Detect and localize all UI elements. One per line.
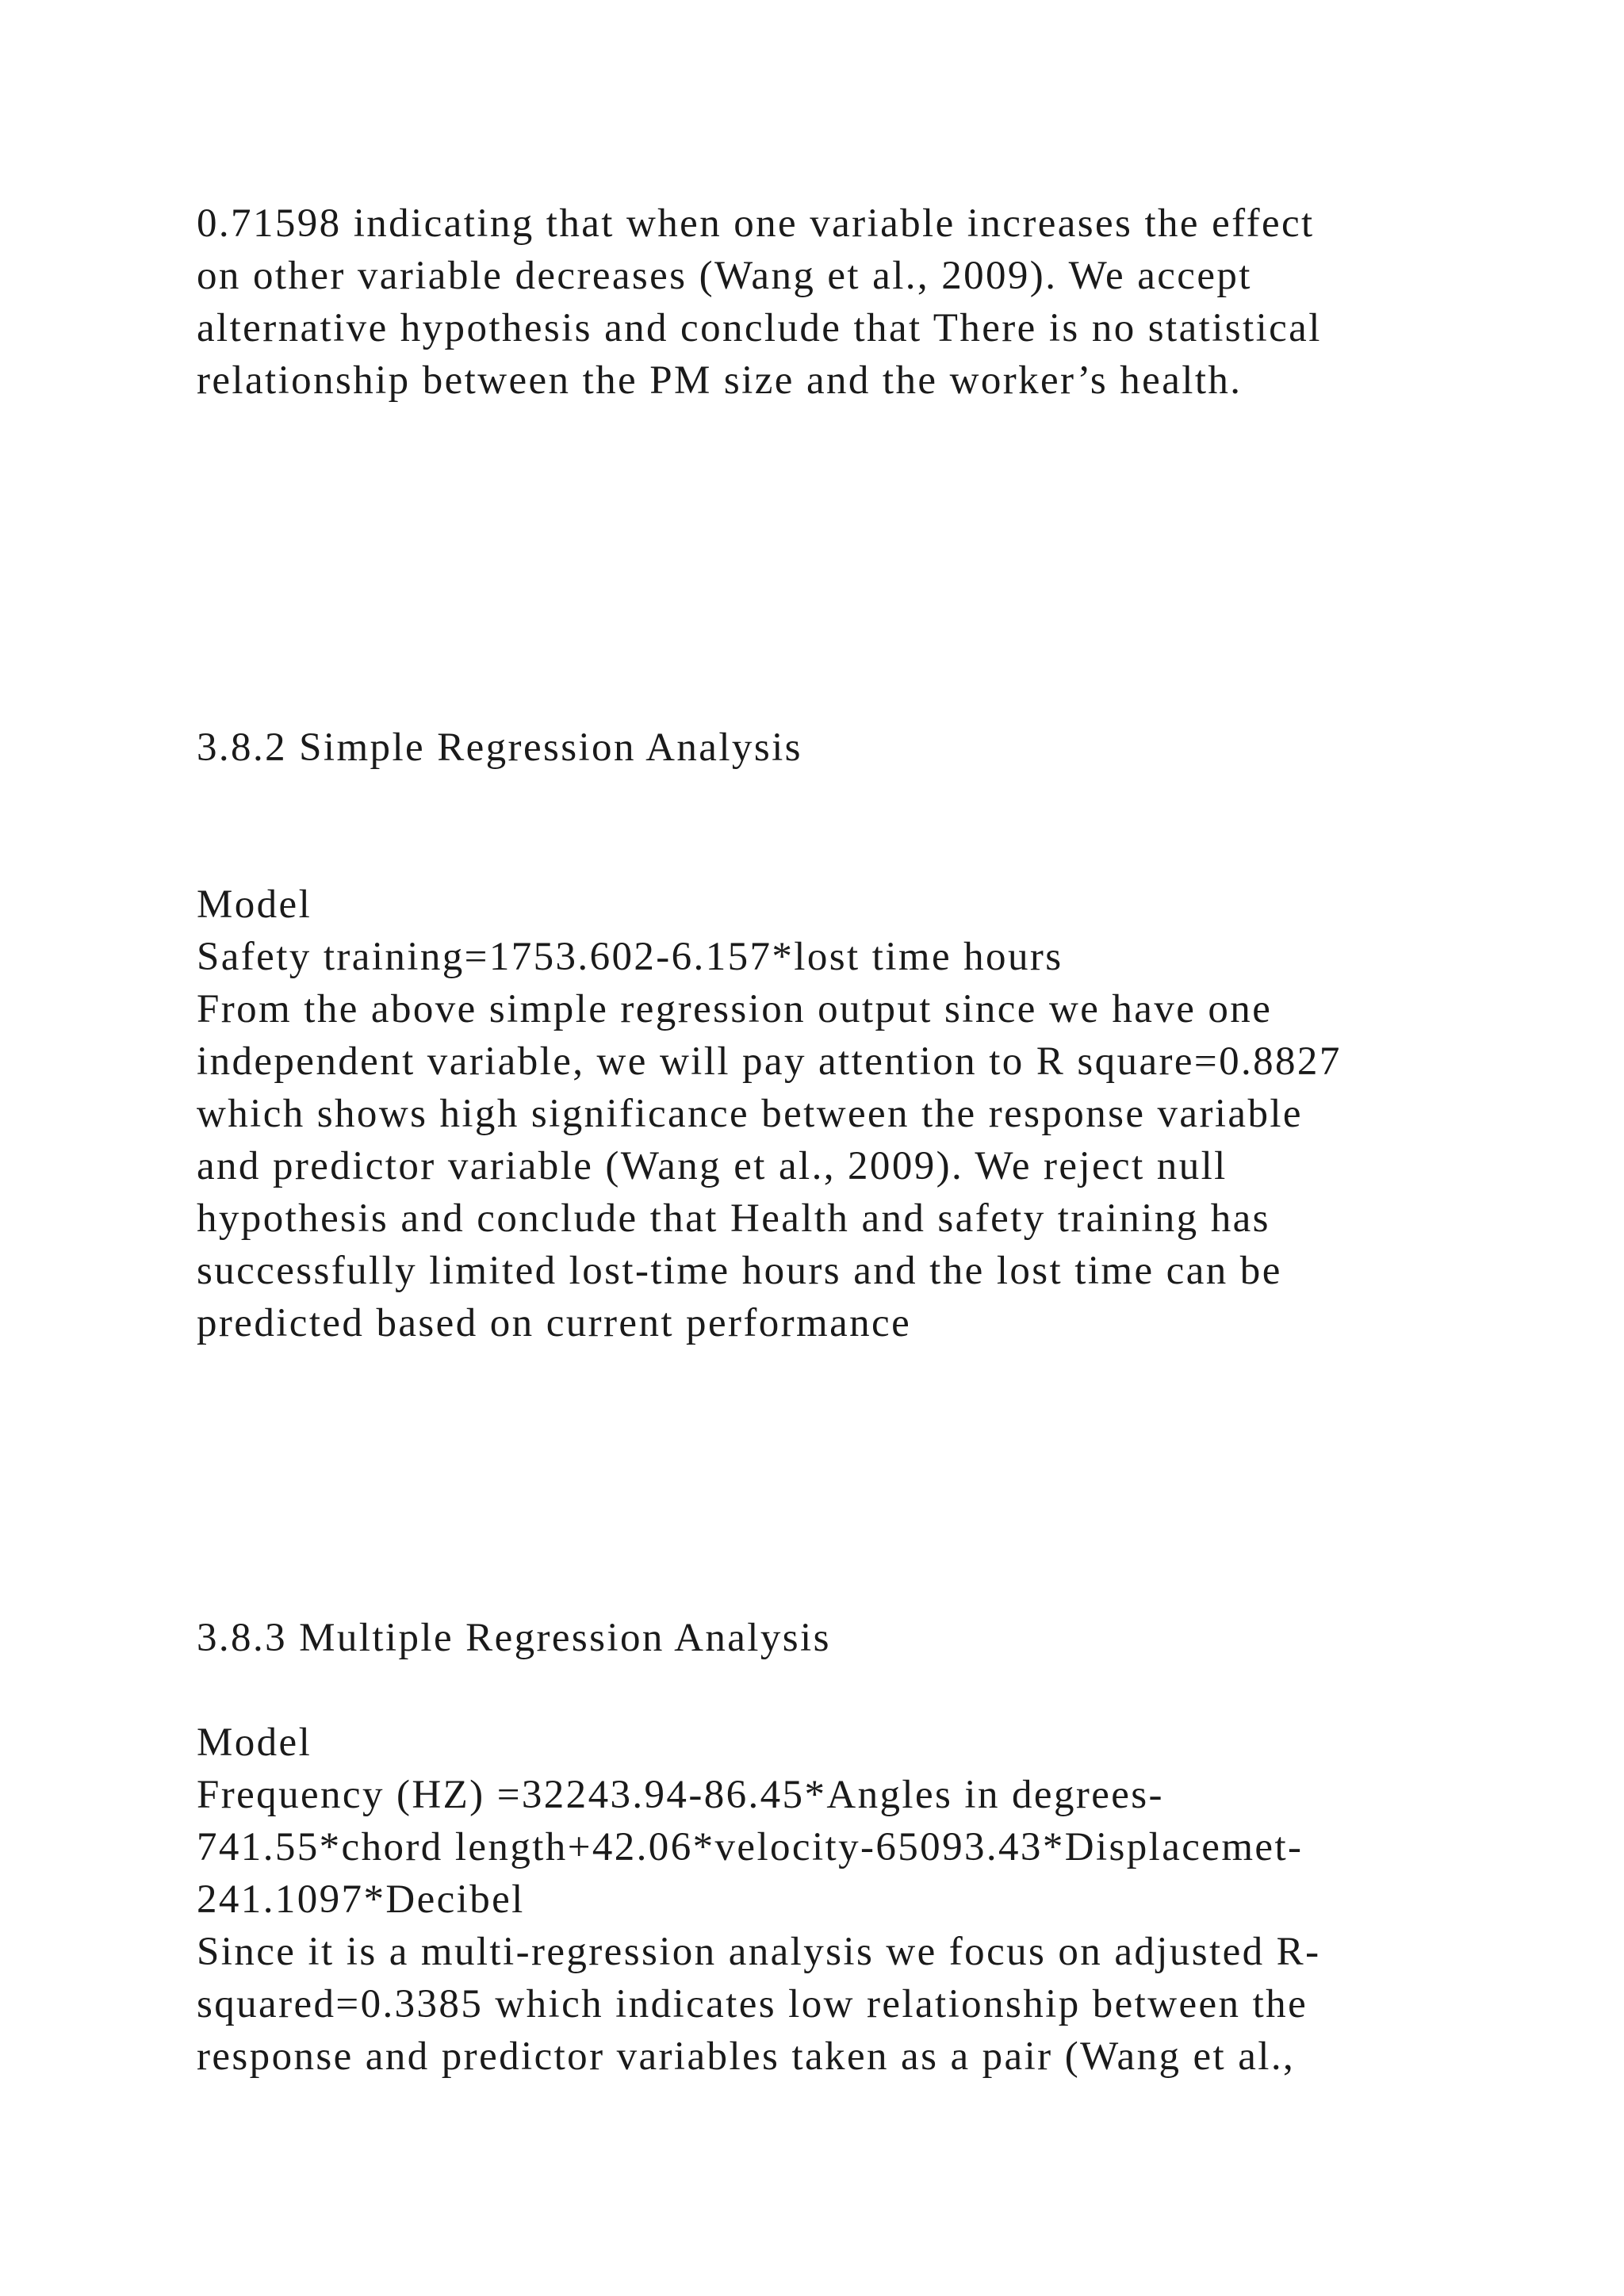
model-equation-line: 241.1097*Decibel [197, 1877, 525, 1922]
text-line: relationship between the PM size and the worker’s health. [197, 358, 1243, 403]
text-line: on other variable decreases (Wang et al., 2009). We accept [197, 254, 1252, 298]
text-line: successfully limited lost-time hours and the lost time can be [197, 1249, 1282, 1293]
text-line: From the above simple regression output since we have one [197, 987, 1273, 1031]
section-heading: 3.8.3 Multiple Regression Analysis [197, 1616, 831, 1660]
text-line: response and predictor variables taken as a pair (Wang et al., [197, 2034, 1296, 2079]
text-line: 0.71598 indicating that when one variable increases the effect [197, 201, 1315, 246]
model-label: Model [197, 882, 312, 927]
text-line: which shows high significance between the response variable [197, 1092, 1303, 1136]
text-line: and predictor variable (Wang et al., 2009). We reject null [197, 1144, 1228, 1188]
section-heading: 3.8.2 Simple Regression Analysis [197, 725, 802, 770]
text-line: hypothesis and conclude that Health and safety training has [197, 1196, 1270, 1241]
model-equation: Safety training=1753.602-6.157*lost time hours [197, 935, 1063, 979]
text-line: alternative hypothesis and conclude that There is no statistical [197, 306, 1322, 350]
model-equation-line: 741.55*chord length+42.06*velocity-65093.43*Displacemet- [197, 1825, 1304, 1869]
model-equation-line: Frequency (HZ) =32243.94-86.45*Angles in degrees- [197, 1773, 1164, 1817]
text-line: squared=0.3385 which indicates low relationship between the [197, 1982, 1308, 2026]
text-line: predicted based on current performance [197, 1301, 912, 1345]
model-label: Model [197, 1720, 312, 1765]
text-line: independent variable, we will pay attention to R square=0.8827 [197, 1039, 1342, 1084]
text-line: Since it is a multi-regression analysis we focus on adjusted R- [197, 1930, 1321, 1974]
